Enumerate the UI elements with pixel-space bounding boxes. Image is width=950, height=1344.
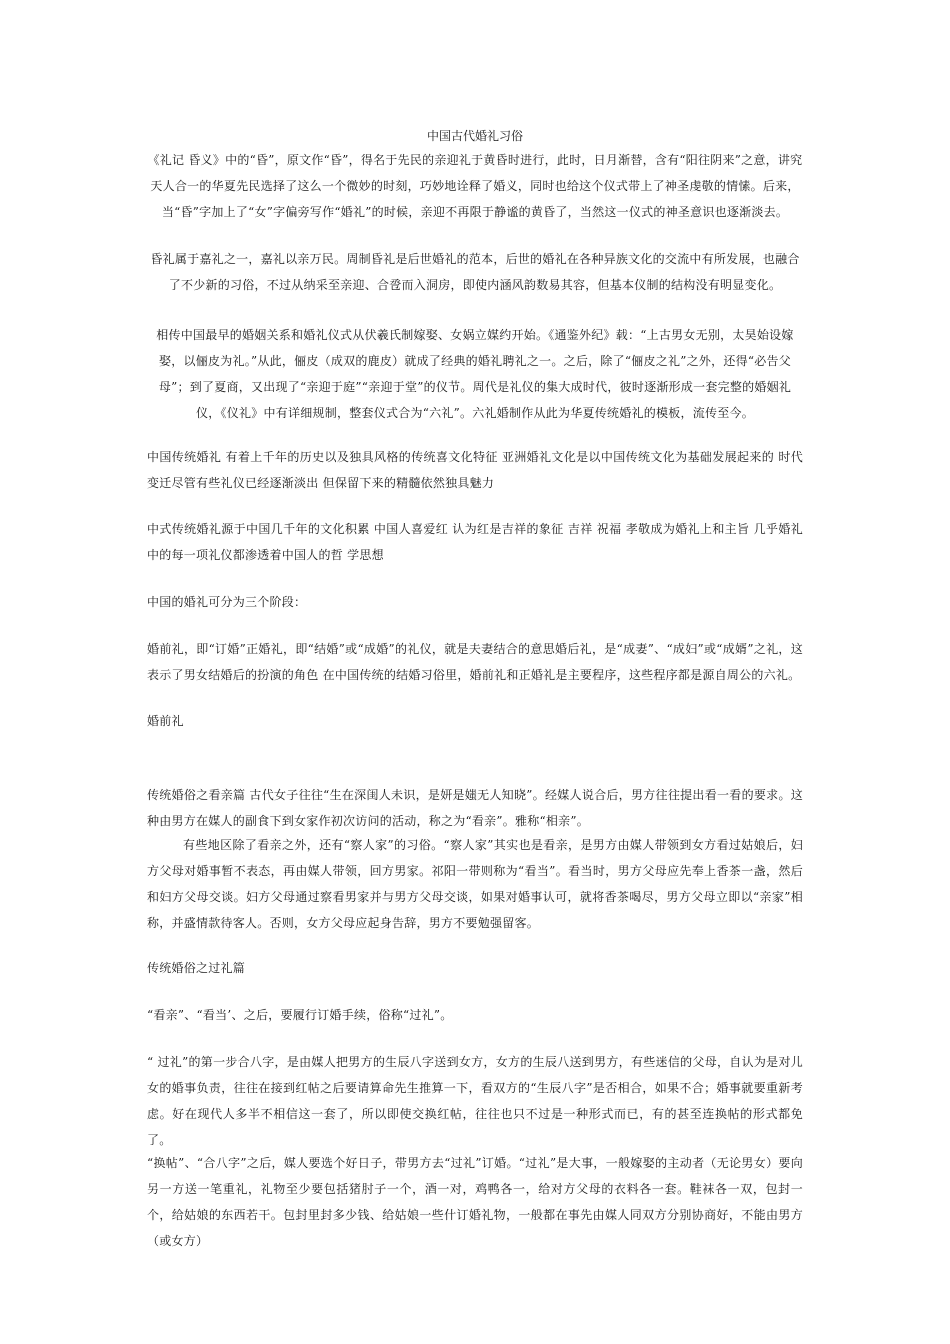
section-heading-guoli: 传统婚俗之过礼篇: [147, 961, 246, 975]
paragraph-traditional-wedding: 中国传统婚礼 有着上千年的历史以及独具风格的传统喜文化特征 亚洲婚礼文化是以中国传统文化为基础发展起来的 时代变迁尽管有些礼仪已经逐渐淡出 但保留下来的精髓依然独具魅力: [147, 450, 803, 490]
section-heading-premarital: 婚前礼: [147, 714, 184, 728]
paragraph-guoli-intro: “看亲”、“看当’、之后，要履行订婚手续，俗称“过礼”。: [147, 1008, 453, 1022]
paragraph-hunyi-origin: 《礼记 昏义》中的“昏”，原文作“昏”，得名于先民的亲迎礼于黄昏时进行，此时，日月渐替，含有“阳往阴来”之意，讲究天人合一的华夏先民选择了这么一个微妙的时刻，巧妙地诠释了婚义，同时也给这个仪式带上了神圣虔敬的情愫。后来，当“昏”字加上了“女”字偏旁写作“婚礼”的时候，亲迎不再限于静谧的黄昏了，当然这一仪式的神圣意识也逐渐淡去。: [147, 153, 803, 219]
paragraph-premarital-rites: 婚前礼，即“订婚”正婚礼，即“结婚”或“成婚”的礼仪，就是夫妻结合的意思婚后礼，是“成妻”、“成妇”或“成婿”之礼，这表示了男女结婚后的扮演的角色 在中国传统的结婚习俗里，婚前礼和正婚礼是主要程序，这些程序都是源自周公的六礼。: [147, 642, 803, 682]
paragraph-earliest-marriage: 相传中国最早的婚姻关系和婚礼仪式从伏羲氏制嫁娶、女娲立媒约开始。《通鉴外纪》载：“上古男女无别，太昊始设嫁娶，以俪皮为礼。”从此，俪皮（成双的鹿皮）就成了经典的婚礼聘礼之一。之后，除了“俪皮之礼”之外，还得“必告父母”；到了夏商，又出现了“亲迎于庭”“亲迎于堂”的仪节。周代是礼仪的集大成时代，彼时逐渐形成一套完整的婚姻礼仪，《仪礼》中有详细规制，整套仪式合为“六礼”。六礼婚制作从此为华夏传统婚礼的模板，流传至今。: [156, 328, 794, 420]
document-title: 中国古代婚礼习俗: [426, 129, 523, 143]
paragraph-kanqin: 传统婚俗之看亲篇 古代女子往往“生在深闺人未识，是妍是媸无人知晓”。经媒人说合后，男方往往提出看一看的要求。这种由男方在媒人的副食下到女家作初次访问的活动，称之为“看亲”。雅称“相亲”。: [147, 788, 803, 828]
paragraph-chinese-style-wedding: 中式传统婚礼源于中国几千年的文化积累 中国人喜爱红 认为红是吉祥的象征 吉祥 祝福 孝敬成为婚礼上和主旨 几乎婚礼中的每一项礼仪都渗透着中国人的哲 学思想: [147, 522, 803, 562]
paragraph-charenjia: 有些地区除了看亲之外，还有“察人家”的习俗。“察人家”其实也是看亲，是男方由媒人带领到女方看过姑娘后，妇方父母对婚事暂不表态，再由媒人带领，回方男家。祁阳一带则称为“看当”。看当时，男方父母应先奉上香茶一盏，然后和妇方父母交谈。妇方父母通过察看男家并与男方父母交谈，如果对婚事认可，就将香茶喝尽，男方父母立即以“亲家”相称，并盛情款待客人。否则，女方父母应起身告辞，男方不要勉强留客。: [147, 838, 803, 930]
paragraph-zhou-rites: 昏礼属于嘉礼之一，嘉礼以亲万民。周制昏礼是后世婚礼的范本，后世的婚礼在各种异族文化的交流中有所发展，也融合了不少新的习俗，不过从纳采至亲迎、合卺而入洞房，即使内涵风韵数易其容，但基本仪制的结构没有明显变化。: [150, 252, 800, 292]
paragraph-huantie: “换帖”、“合八字”之后，媒人要选个好日子，带男方去“过礼”订婚。“过礼”是大事，一般嫁娶的主动者（无论男女）要向另一方送一笔重礼，礼物至少要包括猪肘子一个，酒一对，鸡鸭各一，给对方父母的衣料各一套。鞋袜各一双，包封一个，给姑娘的东西若干。包封里封多少钱、给姑娘一些什订婚礼物，一般都在事先由媒人同双方分别协商好，不能由男方（或女方）: [147, 1156, 803, 1248]
paragraph-three-stages: 中国的婚礼可分为三个阶段：: [147, 595, 307, 609]
paragraph-he-bazi: “ 过礼”的第一步合八字，是由媒人把男方的生辰八字送到女方，女方的生辰八送到男方，有些迷信的父母，自认为是对儿女的婚事负责，往往在接到红帖之后要请算命先生推算一下，看双方的“生辰八字”是否相合，如果不合；婚事就要重新考虑。好在现代人多半不相信这一套了，所以即使交换红帖，往往也只不过是一种形式而已，有的甚至连换帖的形式都免了。: [147, 1055, 803, 1147]
